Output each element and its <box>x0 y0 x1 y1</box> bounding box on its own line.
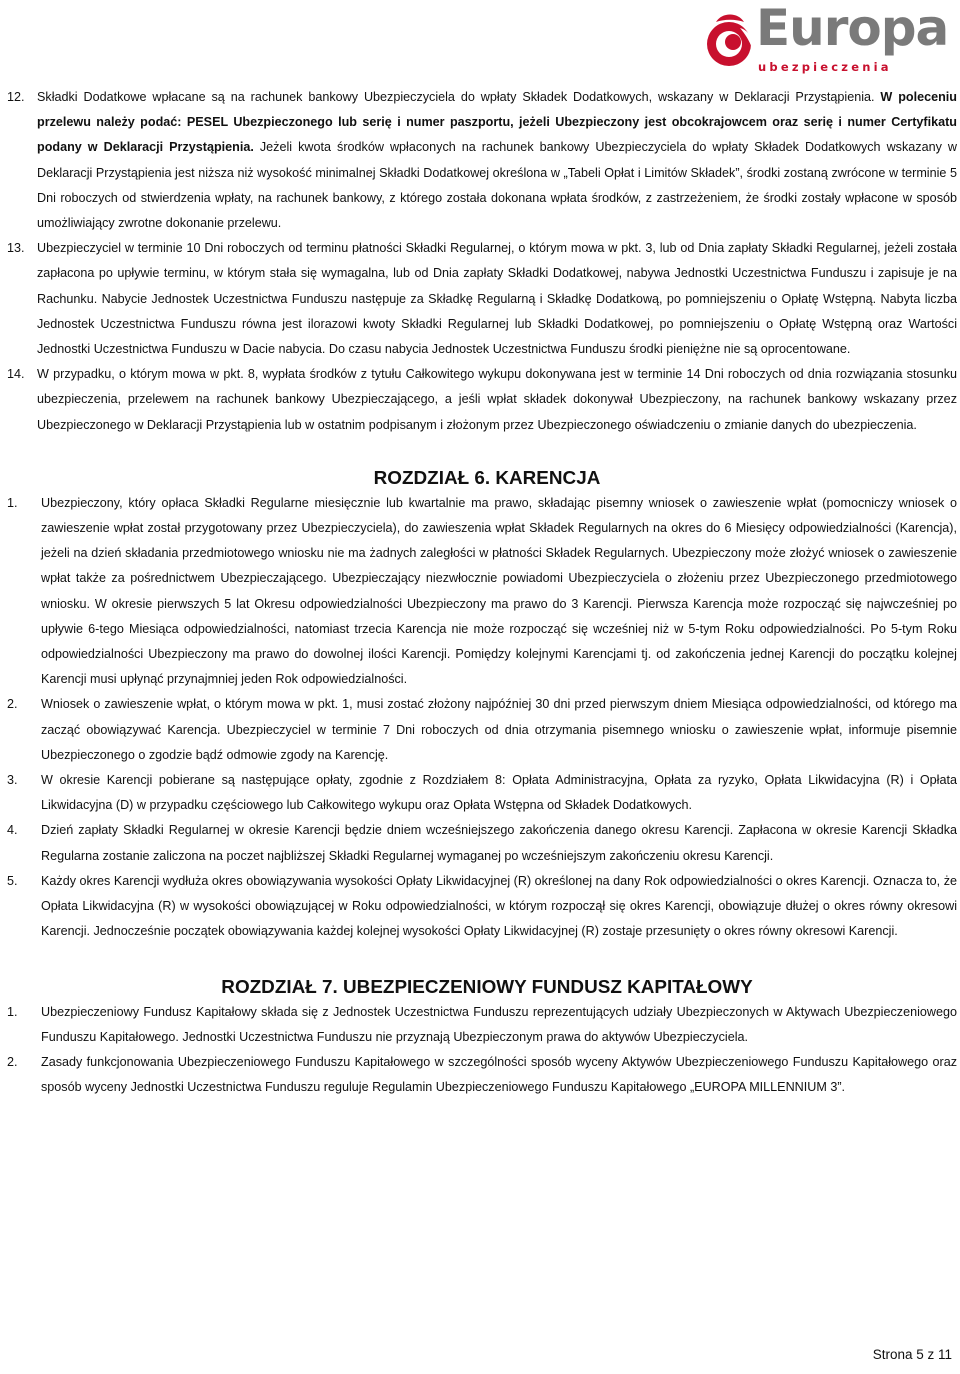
chapter-7-list <box>7 1000 957 1101</box>
item-text: W okresie Karencji pobierane są następujące opłaty, zgodnie z Rozdziałem 8: Opłata Administracyjna, Opłata za ryzyko, Opłata Likwidacyjna (R) i Opłata Likwidacyjna (D) w przypadku częściowego lub Całkowitego wykupu oraz Opłata Wstępna od Składek Dodatkowych. <box>41 773 957 813</box>
list-item <box>7 1000 957 1050</box>
item-text: Zasady funkcjonowania Ubezpieczeniowego Funduszu Kapitałowego w szczególności sposób wyceny Aktywów Ubezpieczeniowego Funduszu Kapitałowego oraz sposób wyceny Jednostki Uczestnictwa Funduszu reguluje Regulamin Ubezpieczeniowego Funduszu Kapitałowego „EUROPA MILLENNIUM 3”. <box>41 1054 957 1095</box>
item-number: 1. <box>7 495 18 510</box>
list-item-13 <box>7 236 957 362</box>
document-body <box>7 85 957 1100</box>
list-item <box>7 1050 957 1100</box>
logo-subtitle: ubezpieczenia <box>758 60 892 74</box>
item-text: Ubezpieczeniowy Fundusz Kapitałowy składa się z Jednostek Uczestnictwa Funduszu reprezentujących udziały Ubezpieczonych w Aktywach Ubezpieczeniowego Funduszu Kapitałowego. Jednostki Uczestnictwa Funduszu nie przyznają Ubezpieczonym prawa do aktywów Ubezpieczyciela. <box>41 1004 957 1044</box>
europa-rose-icon <box>700 10 758 72</box>
chapter-6-list <box>7 491 957 945</box>
item-text: Dzień zapłaty Składki Regularnej w okresie Karencji będzie dniem wcześniejszego zakończenia danego okresu Karencji. Zapłacona w okresie Karencji Składka Regularna zostanie zaliczona na poczet najbliższej Składki Regularnej wymaganej po wcześniejszym zakończeniu okresu Karencji. <box>41 823 957 863</box>
page-number: Strona 5 z 11 <box>872 1347 952 1362</box>
item-number: 14. <box>7 367 25 382</box>
list-item <box>7 768 957 818</box>
item-number: 2. <box>7 1054 18 1069</box>
list-item-12 <box>7 85 957 236</box>
chapter-7-title: ROZDZIAŁ 7. UBEZPIECZENIOWY FUNDUSZ KAPITAŁOWY <box>221 976 753 998</box>
item-text: Ubezpieczony, który opłaca Składki Regularne miesięcznie lub kwartalnie ma prawo, składając pisemny wniosek o zawieszenie wpłat (pomocniczy wniosek o zawieszenie wpłat został przygotowany przez Ubezpieczyciela), do zawieszenia wpłat Składek Regularnych na okres do 6 Miesięcy odpowiedzialności (Karencja), jeżeli na dzień składania przedmiotowego wniosku nie ma żadnych zaległości w płatności Składek Regularnych. Ubezpieczony może złożyć wniosek o zawieszenie wpłat także za pośrednictwem Ubezpieczającego. Ubezpieczający niezwłocznie powiadomi Ubezpieczyciela o złożeniu przez Ubezpieczonego przedmiotowego wniosku. W okresie pierwszych 5 lat Okresu odpowiedzialności Ubezpieczony ma prawo do 3 Karencji. Pierwsza Karencja może rozpocząć się najwcześniej po upływie 6-tego Miesiąca odpowiedzialności, natomiast trzecia Karencja nie może rozpocząć się wcześniej niż w 5-tym Roku odpowiedzialności. Po 5-tym Roku odpowiedzialności Ubezpieczony ma prawo do dowolnej ilości Karencji. Pomiędzy kolejnymi Karencjami tj. od zakończenia jednej Karencji do początku kolejnej Karencji musi upłynąć przynajmniej jeden Rok odpowiedzialności. <box>41 495 957 687</box>
item-text: Wniosek o zawieszenie wpłat, o którym mowa w pkt. 1, musi zostać złożony najpóźniej 30 dni przed pierwszym dniem Miesiąca odpowiedzialności, od którego ma zacząć obowiązywać Karencja. Ubezpieczyciel w terminie 7 Dni roboczych od dnia otrzymania pisemnego wniosku o zawieszenie wpłat, informuje pisemnie Ubezpieczonego o zgodzie bądź odmowie zgody na Karencję. <box>41 697 957 762</box>
list-item <box>7 818 957 868</box>
item-text: Każdy okres Karencji wydłuża okres obowiązywania wysokości Opłaty Likwidacyjnej (R) określonej na dany Rok odpowiedzialności o okres Karencji. Oznacza to, że Opłata Likwidacyjna (R) w wysokości obowiązującej w Roku odpowiedzialności, w którym rozpoczął się okres Karencji, obowiązuje dłużej o okres równy okresowi Karencji. Jednocześnie początek obowiązywania każdej kolejnej wysokości Opłaty Likwidacyjnej (R) zostaje przesunięty o okres równy okresowi Karencji. <box>41 873 957 939</box>
europa-logo <box>700 0 950 76</box>
item-text: W przypadku, o którym mowa w pkt. 8, wypłata środków z tytułu Całkowitego wykupu dokonywana jest w terminie 14 Dni roboczych od dnia rozwiązania stosunku ubezpieczenia, przelewem na rachunek bankowy Ubezpieczającego, a jeśli wpłat składek dokonywał Ubezpieczony, na rachunek bankowy wskazany przez Ubezpieczonego w Deklaracji Przystąpienia lub w ostatnim podpisanym i złożonym przez Ubezpieczonego oświadczeniu o zmianie danych do ubezpieczenia. <box>37 367 957 432</box>
item-text-bold: W poleceniu przelewu należy podać: PESEL Ubezpieczonego lub serię i numer paszportu, jeżeli Ubezpieczony jest obcokrajowcem oraz serię i numer Certyfikatu podany w Deklaracji Przystąpienia. <box>37 90 958 155</box>
logo-word: Europa <box>756 0 949 57</box>
item-text <box>37 85 957 236</box>
item-number: 2. <box>7 697 18 712</box>
item-text-part: Jeżeli kwota środków wpłaconych na rachunek bankowy Ubezpieczyciela do wpłaty Składek Dodatkowych wskazany w Deklaracji Przystąpienia jest niższa niż wysokość minimalnej Składki Dodatkowej określona w „Tabeli Opłat i Limitów Składek”, środki zostaną zwrócone w terminie 5 Dni roboczych od stwierdzenia wpłaty, na rachunek bankowy, z którego została dokonana wpłata środków, z zastrzeżeniem, że środki zostały wpłacone w sposób umożliwiający zwrotne dokonanie przelewu. <box>37 140 958 231</box>
item-number: 3. <box>7 773 18 788</box>
list-item <box>7 869 957 945</box>
list-item <box>7 491 957 693</box>
item-text-part: Składki Dodatkowe wpłacane są na rachunek bankowy Ubezpieczyciela do wpłaty Składek Dodatkowych, wskazany w Deklaracji Przystąpienia. <box>37 90 875 104</box>
list-item <box>7 692 957 768</box>
chapter-6-title: ROZDZIAŁ 6. KARENCJA <box>373 467 601 489</box>
list-item-14 <box>7 362 957 438</box>
item-number: 12. <box>7 90 25 104</box>
item-number: 4. <box>7 823 18 838</box>
item-number: 13. <box>7 241 25 256</box>
item-number: 5. <box>7 873 18 888</box>
item-number: 1. <box>7 1004 18 1019</box>
item-text: Ubezpieczyciel w terminie 10 Dni roboczych od terminu płatności Składki Regularnej, o którym mowa w pkt. 3, lub od Dnia zapłaty Składki Regularnej, jeżeli została zapłacona po upływie terminu, w którym stała się wymagalna, lub od Dnia zapłaty Składki Dodatkowej, nabywa Jednostki Uczestnictwa Funduszu i zapisuje je na Rachunku. Nabycie Jednostek Uczestnictwa Funduszu następuje za Składkę Regularną i Składkę Dodatkową, po pomniejszeniu o Opłatę Wstępną. Nabyta liczba Jednostek Uczestnictwa Funduszu równa jest ilorazowi kwoty Składki Regularnej lub Składki Dodatkowej, po pomniejszeniu o Opłatę Wstępną oraz Wartości Jednostki Uczestnictwa Funduszu w Dacie nabycia. Do czasu nabycia Jednostek Uczestnictwa Funduszu środki pieniężne nie są oprocentowane. <box>37 241 957 357</box>
